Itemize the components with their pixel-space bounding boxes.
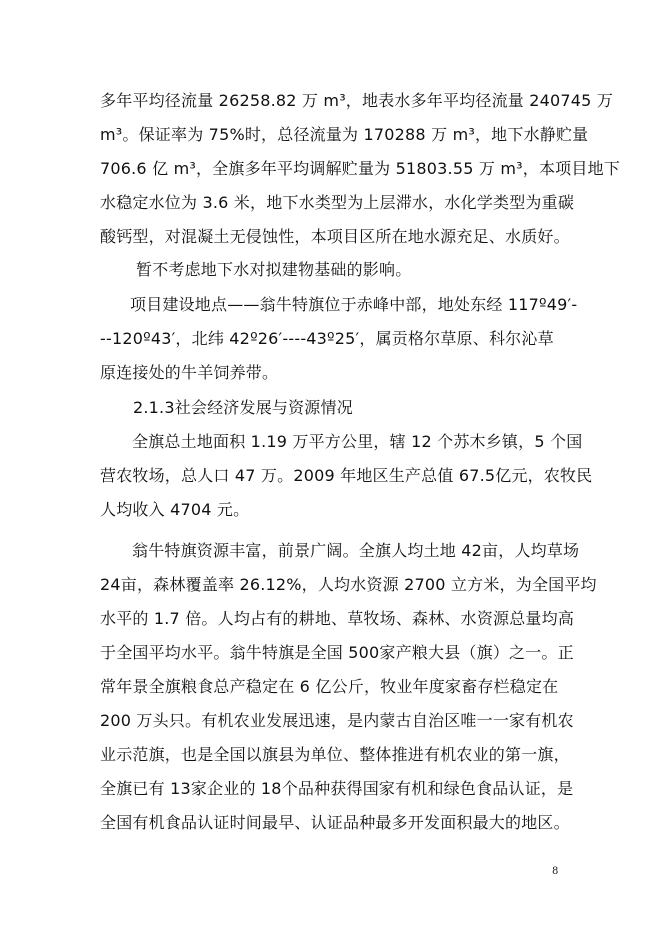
paragraph-4-line-1: 全旗总土地面积 1.19 万平方公里，辖 12 个苏木乡镇，5 个国 [132,432,583,451]
paragraph-2-line-1: 暂不考虑地下水对拟建物基础的影响。 [136,260,412,279]
paragraph-5-line-6: 200 万头只。有机农业发展迅速，是内蒙古自治区唯一一家有机农 [100,711,574,730]
paragraph-5-line-1: 翁牛特旗资源丰富，前景广阔。全旗人均土地 42亩，人均草场 [132,541,580,560]
paragraph-1-line-3: 706.6 亿 m³，全旗多年平均调解贮量为 51803.55 万 m³，本项目地下 [100,159,620,178]
paragraph-3-line-2: --120º43′，北纬 42º26′----43º25′，属贡格尔草原、科尔沁草 [100,329,554,348]
paragraph-1-line-1: 多年平均径流量 26258.82 万 m³，地表水多年平均径流量 240745 万 [100,91,614,110]
paragraph-1-line-2: m³。保证率为 75%时，总径流量为 170288 万 m³，地下水静贮量 [100,125,589,144]
paragraph-1-line-5: 酸钙型，对混凝土无侵蚀性，本项目区所在地水源充足、水质好。 [100,227,570,246]
paragraph-5-line-5: 常年景全旗粮食总产稳定在 6 亿公斤，牧业年度家畜存栏稳定在 [100,677,559,696]
paragraph-3-line-3: 原连接处的牛羊饲养带。 [100,363,279,382]
paragraph-5-line-9: 全国有机食品认证时间最早、认证品种最多开发面积最大的地区。 [100,813,570,832]
paragraph-5-line-2: 24亩，森林覆盖率 26.12%，人均水资源 2700 立方米，为全国平均 [100,575,597,594]
paragraph-4-line-2: 营农牧场，总人口 47 万。2009 年地区生产总值 67.5亿元，农牧民 [100,466,593,485]
paragraph-5-line-7: 业示范旗，也是全国以旗县为单位、整体推进有机农业的第一旗， [100,745,570,764]
paragraph-4-line-3: 人均收入 4704 元。 [100,500,250,519]
paragraph-5-line-3: 水平的 1.7 倍。人均占有的耕地、草牧场、森林、水资源总量均高 [100,609,575,628]
page-number: 8 [552,866,559,877]
paragraph-5-line-4: 于全国平均水平。翁牛特旗是全国 500家产粮大县（旗）之一。正 [100,643,574,662]
paragraph-5-line-8: 全旗已有 13家企业的 18个品种获得国家有机和绿色食品认证，是 [100,779,574,798]
paragraph-3-line-1: 项目建设地点——翁牛特旗位于赤峰中部，地处东经 117º49′- [130,295,578,314]
section-heading: 2.1.3社会经济发展与资源情况 [133,398,353,417]
paragraph-1-line-4: 水稳定水位为 3.6 米，地下水类型为上层滞水，水化学类型为重碳 [100,193,575,212]
